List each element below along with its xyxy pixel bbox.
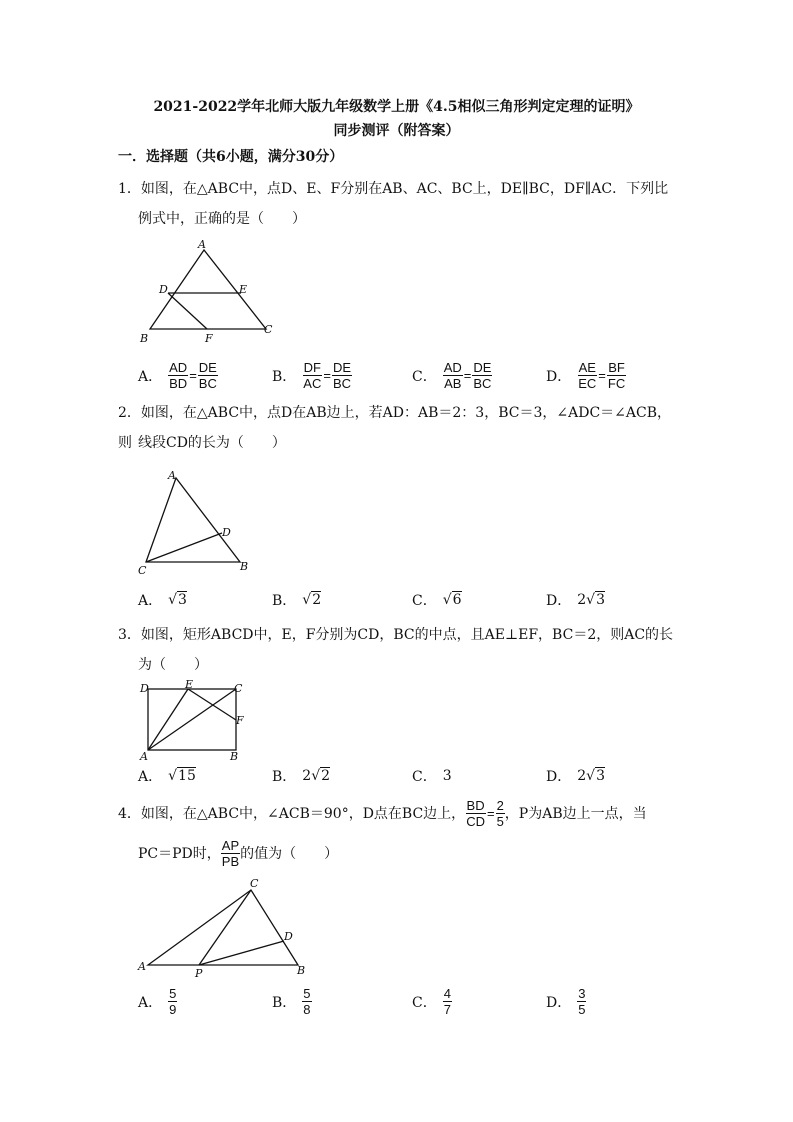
option-label: B． — [272, 593, 297, 609]
q1-option-b[interactable] — [272, 360, 352, 391]
question-4-text-b: ，P为AB边上一点，当 — [504, 805, 647, 822]
triangle-abc — [148, 890, 298, 965]
option-label: B． — [272, 994, 297, 1011]
coefficient: 2 — [302, 768, 312, 784]
q1-option-c[interactable] — [412, 360, 492, 391]
sqrt-value: √2 — [311, 768, 331, 784]
coefficient: 2 — [577, 592, 587, 608]
q3-option-d[interactable] — [546, 766, 605, 786]
question-1-text-line1: 1．如图，在△ABC中，点D、E、F分别在AB、AC、BC上，DE∥BC，DF∥AC．下列比 — [118, 181, 669, 197]
point-label: D — [222, 526, 231, 539]
fraction: $\frac{AE}{EC}$ — [578, 360, 597, 391]
fraction: $\frac{DE}{BC}$ — [332, 360, 352, 391]
point-label: A — [168, 469, 176, 482]
question-4-figure — [134, 876, 314, 980]
fraction-value: $\frac{2}{5}$ — [496, 798, 504, 829]
point-label: C — [234, 682, 243, 695]
point-label: C — [264, 323, 273, 336]
sqrt-value: √3 — [168, 592, 187, 608]
q4-option-b[interactable] — [272, 986, 312, 1017]
fraction: $\frac{AD}{BD}$ — [169, 360, 188, 391]
question-3-text-line1: 3．如图，矩形ABCD中，E，F分别为CD，BC的中点，且AE⊥EF，BC＝2，则AC的长 — [118, 627, 674, 643]
sqrt-value: √2 — [302, 592, 322, 608]
fraction: $\frac{DE}{BC}$ — [198, 360, 217, 391]
fraction: $\frac{5}{8}$ — [303, 986, 311, 1017]
question-3-text-line2: 为（ ） — [138, 657, 208, 673]
question-1-figure — [132, 236, 282, 348]
document-title-line1: 2021-2022学年北师大版九年级数学上册《4.5相似三角形判定定理的证明》 — [153, 99, 640, 115]
question-4-text-c: PC＝PD时， — [138, 845, 221, 862]
sqrt-value: √3 — [586, 768, 605, 784]
point-label: B — [230, 750, 239, 763]
plain-value: 3 — [442, 768, 452, 784]
sqrt-value: √15 — [168, 768, 196, 784]
point-label: D — [159, 283, 168, 296]
fraction: $\frac{BF}{FC}$ — [607, 360, 626, 391]
segment-df — [168, 293, 207, 329]
point-label: C — [250, 877, 259, 890]
fraction-bd-cd: $\frac{BD}{CD}$ — [466, 798, 485, 829]
option-label: D． — [546, 769, 572, 785]
point-label: F — [236, 714, 244, 727]
point-label: A — [140, 750, 148, 763]
q2-option-b[interactable] — [272, 590, 321, 610]
point-label: D — [140, 682, 149, 695]
question-2-text-line1: 2．如图，在△ABC中，点D在AB边上，若AD：AB＝2：3，BC＝3，∠ADC＝∠ACB，则 — [118, 405, 671, 451]
equals-sign: = — [463, 368, 472, 383]
point-label: F — [205, 332, 213, 345]
q2-option-c[interactable] — [412, 590, 462, 610]
point-label: B — [240, 560, 249, 573]
triangle-abc — [146, 478, 240, 562]
segment-pc — [199, 890, 251, 965]
segment-ac — [148, 689, 236, 750]
segment-pd — [199, 941, 284, 965]
question-2-text-line2: 线段CD的长为（ ） — [138, 435, 286, 451]
option-label: A． — [138, 994, 163, 1011]
option-label: D． — [546, 368, 572, 385]
fraction: $\frac{DE}{BC}$ — [473, 360, 492, 391]
point-label: A — [138, 960, 146, 973]
q3-option-b[interactable] — [272, 766, 330, 786]
q4-option-c[interactable] — [412, 986, 452, 1017]
option-label: C． — [412, 368, 437, 385]
equals-sign: = — [189, 368, 197, 383]
point-label: E — [185, 680, 194, 691]
question-4-text-line2 — [138, 838, 698, 869]
option-label: C． — [412, 593, 437, 609]
equals-sign: = — [598, 368, 606, 383]
question-3-figure — [136, 680, 256, 764]
section-heading: 一．选择题（共6小题，满分30分） — [118, 149, 344, 165]
segment-cd — [146, 533, 222, 562]
segment-ae — [148, 689, 188, 750]
document-title-line2: 同步测评（附答案） — [333, 123, 460, 139]
equals-sign: = — [486, 805, 495, 821]
fraction: $\frac{4}{7}$ — [443, 986, 451, 1017]
point-label: A — [198, 238, 206, 251]
question-2-figure — [136, 466, 266, 578]
q2-option-a[interactable] — [138, 590, 187, 610]
option-label: C． — [412, 769, 437, 785]
option-label: A． — [138, 368, 163, 385]
sqrt-value: √3 — [586, 592, 605, 608]
point-label: D — [284, 930, 293, 943]
question-1-text-line2: 例式中，正确的是（ ） — [138, 211, 306, 227]
q1-option-a[interactable] — [138, 360, 218, 391]
q3-option-a[interactable] — [138, 766, 196, 786]
fraction: $\frac{5}{9}$ — [169, 986, 177, 1017]
fraction: $\frac{3}{5}$ — [578, 986, 586, 1017]
fraction: $\frac{AD}{AB}$ — [443, 360, 462, 391]
option-label: D． — [546, 593, 572, 609]
question-4-text-line1 — [118, 798, 678, 829]
q3-option-c[interactable] — [412, 766, 452, 786]
q4-option-a[interactable] — [138, 986, 177, 1017]
q2-option-d[interactable] — [546, 590, 605, 610]
q4-option-d[interactable] — [546, 986, 586, 1017]
option-label: A． — [138, 769, 163, 785]
option-label: A． — [138, 593, 163, 609]
fraction: $\frac{DF}{AC}$ — [303, 360, 322, 391]
question-4-text-d: 的值为（ ） — [240, 845, 339, 862]
question-4-text-a: 4．如图，在△ABC中，∠ACB＝90°，D点在BC边上， — [118, 805, 466, 822]
point-label: P — [195, 967, 203, 980]
point-label: E — [239, 283, 248, 296]
option-label: B． — [272, 769, 297, 785]
point-label: B — [297, 964, 306, 977]
equals-sign: = — [323, 368, 331, 383]
point-label: B — [140, 332, 149, 345]
option-label: D． — [546, 994, 572, 1011]
sqrt-value: √6 — [442, 592, 462, 608]
fraction-ap-pb: $\frac{AP}{PB}$ — [221, 838, 240, 869]
point-label: C — [138, 564, 147, 577]
option-label: C． — [412, 994, 437, 1011]
q1-option-d[interactable] — [546, 360, 626, 391]
coefficient: 2 — [577, 768, 587, 784]
option-label: B． — [272, 368, 297, 385]
